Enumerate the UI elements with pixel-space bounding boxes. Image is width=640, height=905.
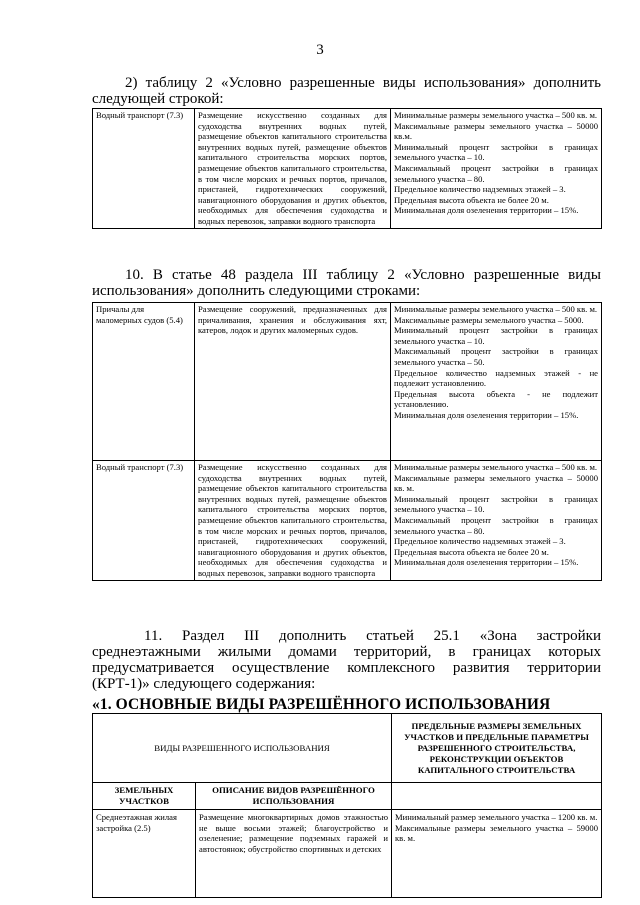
use-parameters-cell: [391, 109, 602, 229]
use-name-cell: Водный транспорт (7.3): [93, 109, 195, 229]
paragraph-table2-addition: 2) таблицу 2 «Условно разрешенные виды использования» дополнить следующей строкой:: [92, 75, 601, 107]
table-conditional-uses-1: [92, 108, 602, 229]
param-line: Максимальный процент застройки в границах земельного участка – 50.: [394, 346, 598, 367]
param-line: Предельное количество надземных этажей – 3.: [394, 536, 566, 547]
param-line: Минимальный процент застройки в границах земельного участка – 10.: [394, 493, 598, 515]
param-line: Минимальные размеры земельного участка – 500 кв. м.: [394, 110, 598, 120]
use-description-cell: Размещение сооружений, предназначенных для причаливания, хранения и обслуживания яхт, катеров, лодок и других маломерных судов.: [195, 303, 391, 461]
use-parameters-cell: [391, 461, 602, 581]
table-subheader-row: [93, 783, 602, 810]
param-line: Минимальные размеры земельного участка – 500 кв. м.: [394, 462, 598, 472]
param-line: Максимальные размеры земельного участка – 59000 кв. м.: [395, 822, 598, 844]
page-number: 3: [316, 42, 324, 58]
use-description-cell: Размещение искусственно созданных для судоходства внутренних водных путей, размещение объектов капитального строительства внутренних водных путей, размещение объектов капитального строительства морских портов, размещение объектов капитального строительства, в том числе морских и речных портов, причалов, пристаней, гидротехнических сооружений, навигационного оборудования и других объектов, необходимых для обеспечения судоходства и водных перевозок, заправки водного транспорта: [195, 109, 391, 229]
table-row: [93, 109, 602, 229]
header-uses: ВИДЫ РАЗРЕШЕННОГО ИСПОЛЬЗОВАНИЯ: [93, 714, 392, 783]
param-line: Предельная высота объекта не более 20 м.: [394, 194, 549, 205]
use-name-cell: Причалы для маломерных судов (5.4): [93, 303, 195, 461]
param-line: Предельное количество надземных этажей - не подлежит установлению.: [394, 367, 598, 389]
table-main-uses: [92, 713, 602, 898]
section-title: «1. ОСНОВНЫЕ ВИДЫ РАЗРЕШЁННОГО ИСПОЛЬЗОВАНИЯ: [92, 696, 551, 713]
subheader-empty: [392, 783, 602, 810]
param-line: Минимальная доля озеленения территории – 15%.: [394, 557, 579, 568]
table-conditional-uses-2: [92, 302, 602, 581]
subheader-land-plots: ЗЕМЕЛЬНЫХ УЧАСТКОВ: [93, 783, 196, 810]
param-line: Максимальные размеры земельного участка – 5000.: [394, 314, 584, 325]
param-line: Минимальная доля озеленения территории – 15%.: [394, 205, 579, 216]
use-name-cell: Среднеэтажная жилая застройка (2.5): [93, 810, 196, 898]
header-limits: ПРЕДЕЛЬНЫЕ РАЗМЕРЫ ЗЕМЕЛЬНЫХ УЧАСТКОВ И ПРЕДЕЛЬНЫЕ ПАРАМЕТРЫ РАЗРЕШЕННОГО СТРОИТЕЛЬСТВА, РЕКОНСТРУКЦИИ ОБЪЕКТОВ КАПИТАЛЬНОГО СТРОИТЕЛЬСТВА: [392, 714, 602, 783]
param-line: Минимальный размер земельного участка – 1200 кв. м.: [395, 812, 598, 822]
table-row: [93, 303, 602, 461]
param-line: Максимальный процент застройки в границах земельного участка – 80.: [394, 162, 598, 184]
param-line: Минимальная доля озеленения территории – 15%.: [394, 409, 579, 420]
subheader-descriptions: ОПИСАНИЕ ВИДОВ РАЗРЕШЁННОГО ИСПОЛЬЗОВАНИЯ: [196, 783, 392, 810]
paragraph-article48: 10. В статье 48 раздела III таблицу 2 «Условно разрешенные виды использования» дополнить следующими строками:: [92, 267, 601, 299]
param-line: Максимальные размеры земельного участка – 50000 кв. м.: [394, 472, 598, 494]
use-name-cell: Водный транспорт (7.3): [93, 461, 195, 581]
table-header-row: [93, 714, 602, 783]
use-parameters-cell: [392, 810, 602, 898]
param-line: Предельное количество надземных этажей – 3.: [394, 184, 566, 195]
table-row: [93, 810, 602, 898]
param-line: Предельная высота объекта не более 20 м.: [394, 546, 549, 557]
param-line: Максимальный процент застройки в границах земельного участка – 80.: [394, 514, 598, 536]
paragraph-article25-1: 11. Раздел III дополнить статьей 25.1 «Зона застройки среднеэтажными жилыми домами территорий, в границах которых предусматривается осуществление комплексного развития территории (КРТ-1)» следующего содержания:: [92, 628, 601, 692]
use-parameters-cell: [391, 303, 602, 461]
param-line: Максимальные размеры земельного участка – 50000 кв.м.: [394, 120, 598, 142]
param-line: Предельная высота объекта - не подлежит установлению.: [394, 388, 598, 410]
param-line: Минимальные размеры земельного участка – 500 кв. м.: [394, 304, 598, 314]
param-line: Минимальный процент застройки в границах земельного участка – 10.: [394, 325, 598, 346]
table-row: [93, 461, 602, 581]
use-description-cell: Размещение многоквартирных домов этажностью не выше восьми этажей; благоустройство и озеленение; размещение подземных гаражей и автостоянок; обустройство спортивных и детских: [196, 810, 392, 898]
use-description-cell: Размещение искусственно созданных для судоходства внутренних водных путей, размещение объектов капитального строительства внутренних водных путей, размещение объектов капитального строительства морских портов, размещение объектов капитального строительства, в том числе морских и речных портов, причалов, пристаней, гидротехнических сооружений, навигационного оборудования и других объектов, необходимых для обеспечения судоходства и водных перевозок, заправки водного транспорта: [195, 461, 391, 581]
param-line: Минимальный процент застройки в границах земельного участка – 10.: [394, 141, 598, 163]
